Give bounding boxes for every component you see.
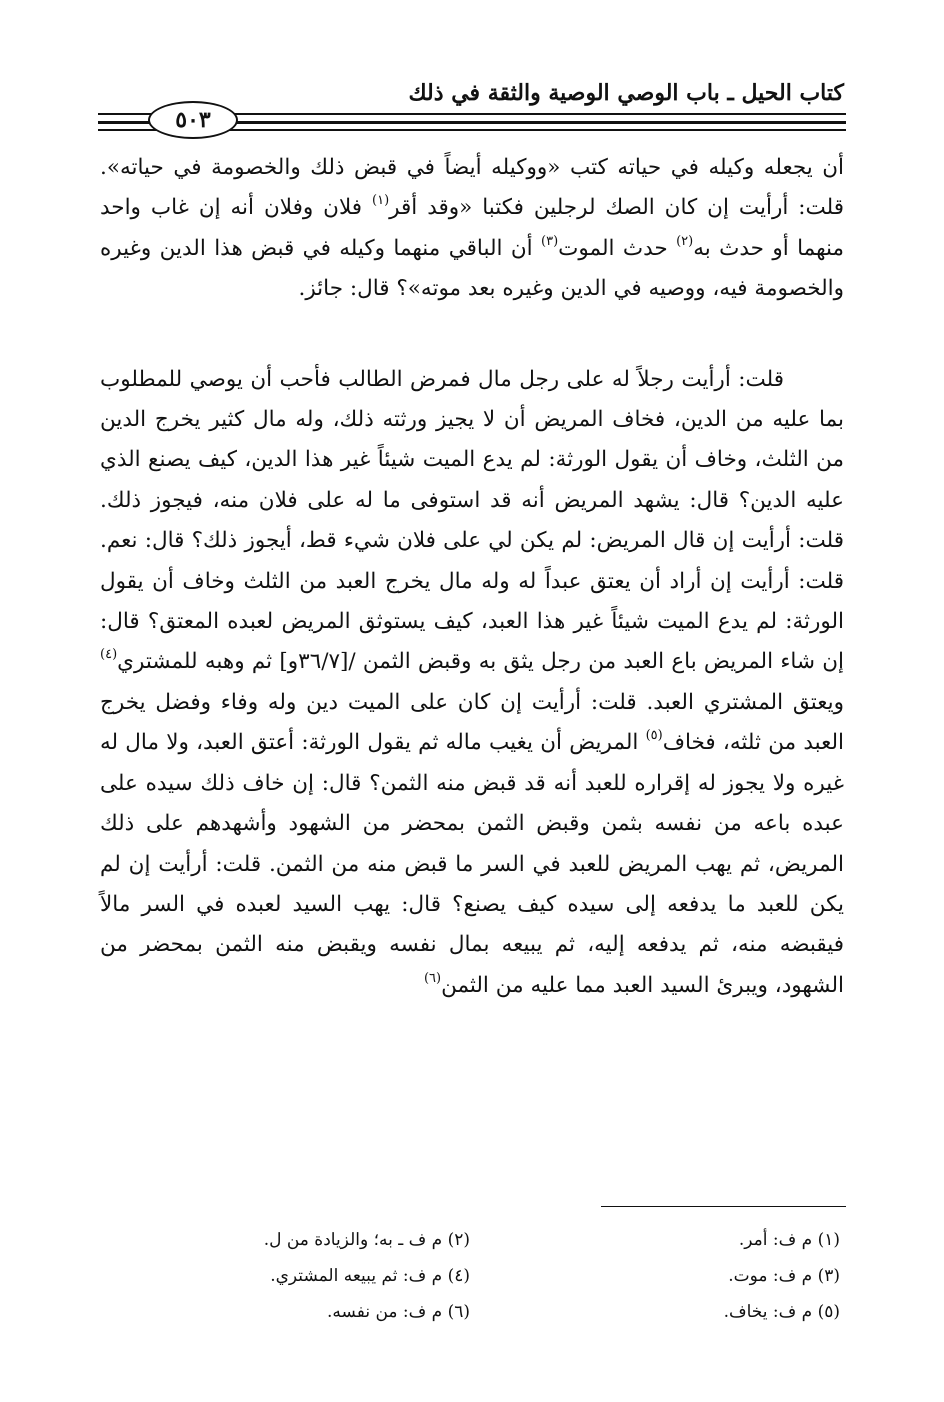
footnotes: [100, 1222, 840, 1330]
footnote-ref-5[interactable]: (٥): [645, 728, 663, 744]
footnote-separator: [601, 1206, 846, 1207]
text-run: قلت: أرأيت رجلاً له على رجل مال فمرض الطالب فأحب أن يوصي للمطلوب بما عليه من الدين، فخاف المريض أن لا يجيز ورثته ذلك، وله مال كثير يخرج الدين من الثلث، وخاف أن يقول الورثة: لم يدع الميت شيئاً غير هذا الدين، كيف يصنع الذي عليه الدين؟ قال: يشهد المريض أنه قد استوفى ما له على فلان منه، فيجوز ذلك. قلت: أرأيت إن قال المريض: لم يكن لي على فلان شيء قط، أيجوز ذلك؟ قال: نعم. قلت: أرأيت إن أراد أن يعتق عبداً له وله مال يخرج العبد من الثلث وخاف أن يقول الورثة: لم يدع الميت شيئاً غير هذا العبد، كيف يستوثق المريض لعبده المعتق؟ قال: إن شاء المريض باع العبد من رجل يثق به وقبض الثمن /[٣٦/٧و] ثم وهبه للمشتري: [100, 366, 845, 675]
footnote-ref-2[interactable]: (٢): [676, 233, 694, 249]
text-run: حدث الموت: [558, 235, 677, 261]
footnote-ref-3[interactable]: (٣): [541, 233, 559, 249]
page-number: ٥٠٣: [148, 101, 238, 139]
footnote-4: (٤) م ف: ثم يبيعه المشتري.: [270, 1266, 470, 1286]
footnote-3: (٣) م ف: موت.: [728, 1266, 840, 1286]
footnote-5: (٥) م ف: يخاف.: [723, 1302, 840, 1322]
text-run: المريض أن يغيب ماله ثم يقول الورثة: أعتق العبد، ولا مال له غيره ولا يجوز له إقراره للعبد أنه قد قبض منه الثمن؟ قال: إن خاف ذلك سيده على عبده باعه من نفسه بثمن وقبض الثمن بمحضر من الشهود وأشهدهم على ذلك المريض، ثم يهب المريض للعبد في السر ما قبض منه من الثمن. قلت: أرأيت إن لم يكن للعبد ما يدفعه إلى سيده كيف يصنع؟ قال: يهب السيد لعبده في السر مالاً فيقبضه منه، ثم يدفعه إليه، ثم يبيعه بمال نفسه ويقبض منه الثمن بمحضر من الشهود، ويبرئ السيد العبد مما عليه من الثمن: [100, 730, 844, 998]
main-text: [100, 148, 844, 1006]
footnote-2: (٢) م ف ـ به؛ والزيادة من ل.: [263, 1230, 470, 1250]
footnote-6: (٦) م ف: من نفسه.: [327, 1302, 470, 1322]
footnote-ref-6[interactable]: (٦): [423, 970, 442, 986]
paragraph-1: [100, 148, 844, 310]
footnote-1: (١) م ف: أمر.: [738, 1230, 840, 1250]
text-run: فلان وفلان أنه إن غاب واحد منهما أو حدث به: [100, 195, 844, 261]
footnote-ref-4[interactable]: (٤): [100, 647, 118, 663]
text-run: أن يجعله وكيله في حياته كتب «ووكيله أيضاً في قبض ذلك والخصومة في حياته». قلت: أرأيت إن كان الصك لرجلين فكتبا «وقد أقر: [100, 155, 844, 221]
text-run: أن الباقي منهما وكيله في قبض هذا الدين وغيره والخصومة فيه، ووصيه في الدين وغيره بعد موته»؟ قال: جائز.: [100, 235, 844, 302]
paragraph-2: [100, 360, 844, 1007]
text-run: ويعتق المشتري العبد. قلت: أرأيت إن كان على الميت دين وله وفاء وفضل يخرج العبد من ثلثه، فخاف: [100, 689, 844, 756]
footnote-ref-1[interactable]: (١): [372, 193, 390, 209]
running-header-title: كتاب الحيل ـ باب الوصي الوصية والثقة في ذلك: [408, 80, 844, 106]
